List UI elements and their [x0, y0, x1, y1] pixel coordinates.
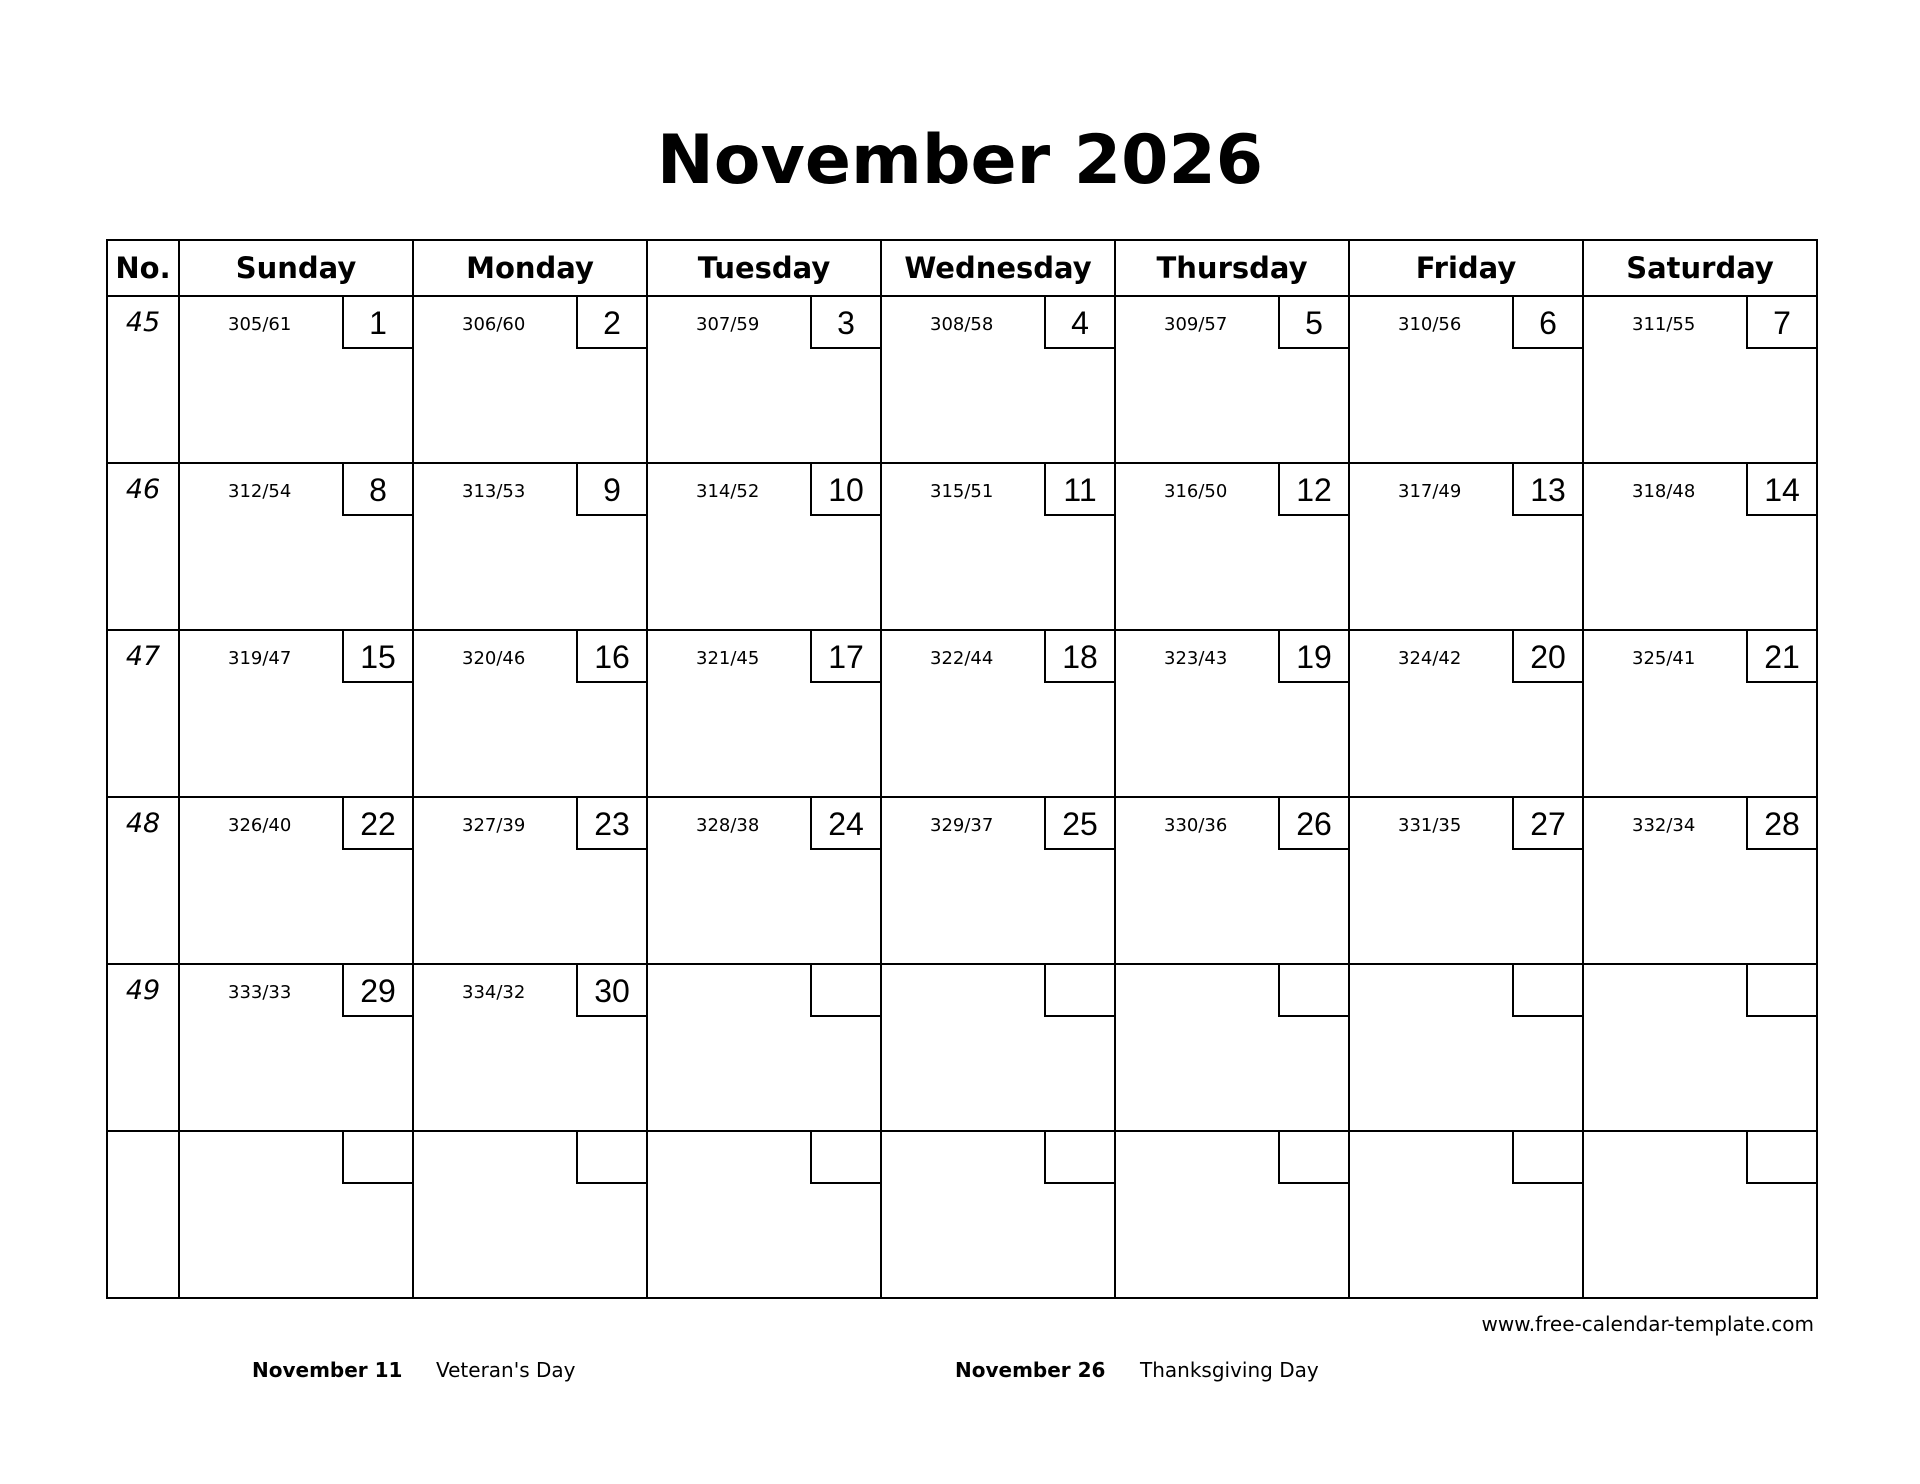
day-cell: [413, 630, 647, 797]
day-number: 9: [576, 464, 646, 516]
day-number: [1044, 1132, 1114, 1184]
week-number: 46: [125, 474, 161, 505]
day-number: [576, 1132, 646, 1184]
day-number: 20: [1512, 631, 1582, 683]
day-cell: [1583, 797, 1817, 964]
week-number: 49: [125, 975, 161, 1006]
day-number: 10: [810, 464, 880, 516]
day-cell: [1349, 797, 1583, 964]
week-number: 45: [125, 307, 161, 338]
day-of-year-label: 332/34: [1632, 815, 1696, 836]
day-of-year-label: 324/42: [1398, 648, 1462, 669]
day-number: [1278, 965, 1348, 1017]
day-cell: [881, 797, 1115, 964]
day-cell: [179, 1131, 413, 1298]
week-number-cell: [107, 964, 179, 1131]
calendar-grid: [106, 239, 1818, 1299]
day-of-year-label: 309/57: [1164, 314, 1228, 335]
day-number: 15: [342, 631, 412, 683]
day-number: 18: [1044, 631, 1114, 683]
day-number: 4: [1044, 297, 1114, 349]
day-of-year-label: 315/51: [930, 481, 994, 502]
day-number: 6: [1512, 297, 1582, 349]
day-of-year-label: 316/50: [1164, 481, 1228, 502]
day-of-year-label: 317/49: [1398, 481, 1462, 502]
day-cell: [179, 296, 413, 463]
day-cell: [881, 463, 1115, 630]
day-cell: [179, 797, 413, 964]
day-number: 3: [810, 297, 880, 349]
day-of-year-label: 308/58: [930, 314, 994, 335]
week-number-cell: [107, 1131, 179, 1298]
week-row: [107, 1131, 1817, 1298]
day-number: 7: [1746, 297, 1816, 349]
holiday-name: Veteran's Day: [436, 1358, 576, 1382]
day-cell: [881, 1131, 1115, 1298]
week-number: 47: [125, 641, 161, 672]
day-cell: [647, 797, 881, 964]
day-of-year-label: 311/55: [1632, 314, 1696, 335]
day-number: 1: [342, 297, 412, 349]
week-row: [107, 463, 1817, 630]
header-wednesday: Wednesday: [881, 240, 1115, 296]
day-number: [1746, 965, 1816, 1017]
day-number: 13: [1512, 464, 1582, 516]
day-number: [1044, 965, 1114, 1017]
day-cell: [1115, 797, 1349, 964]
day-cell: [1583, 964, 1817, 1131]
day-cell: [179, 630, 413, 797]
day-cell: [1349, 463, 1583, 630]
week-number-cell: [107, 296, 179, 463]
day-number: [1512, 965, 1582, 1017]
day-number: [1746, 1132, 1816, 1184]
day-cell: [1349, 964, 1583, 1131]
day-cell: [1115, 630, 1349, 797]
day-cell: [1583, 463, 1817, 630]
day-of-year-label: 307/59: [696, 314, 760, 335]
day-of-year-label: 333/33: [228, 982, 292, 1003]
day-cell: [179, 463, 413, 630]
day-number: 21: [1746, 631, 1816, 683]
day-cell: [1349, 1131, 1583, 1298]
day-number: 8: [342, 464, 412, 516]
week-number-cell: [107, 630, 179, 797]
day-cell: [413, 964, 647, 1131]
week-row: [107, 964, 1817, 1131]
day-number: 16: [576, 631, 646, 683]
day-number: 11: [1044, 464, 1114, 516]
day-number: 27: [1512, 798, 1582, 850]
day-number: 24: [810, 798, 880, 850]
day-number: 2: [576, 297, 646, 349]
day-of-year-label: 325/41: [1632, 648, 1696, 669]
day-cell: [1349, 296, 1583, 463]
holiday-date: November 26: [955, 1358, 1106, 1382]
day-number: 22: [342, 798, 412, 850]
day-of-year-label: 320/46: [462, 648, 526, 669]
day-number: 26: [1278, 798, 1348, 850]
day-number: 30: [576, 965, 646, 1017]
day-of-year-label: 334/32: [462, 982, 526, 1003]
week-row: [107, 797, 1817, 964]
day-number: [810, 965, 880, 1017]
day-cell: [647, 630, 881, 797]
day-cell: [413, 797, 647, 964]
day-of-year-label: 313/53: [462, 481, 526, 502]
day-of-year-label: 306/60: [462, 314, 526, 335]
calendar-title: November 2026: [656, 121, 1264, 200]
website-link[interactable]: www.free-calendar-template.com: [1481, 1312, 1814, 1336]
day-cell: [413, 463, 647, 630]
day-cell: [647, 463, 881, 630]
header-tuesday: Tuesday: [647, 240, 881, 296]
day-cell: [1115, 296, 1349, 463]
day-cell: [1115, 1131, 1349, 1298]
header-week-number: No.: [107, 240, 179, 296]
day-number: [342, 1132, 412, 1184]
day-cell: [1115, 964, 1349, 1131]
week-number-cell: [107, 797, 179, 964]
day-number: 12: [1278, 464, 1348, 516]
day-cell: [413, 296, 647, 463]
day-number: [1512, 1132, 1582, 1184]
header-friday: Friday: [1349, 240, 1583, 296]
day-number: [810, 1132, 880, 1184]
day-number: 28: [1746, 798, 1816, 850]
day-of-year-label: 321/45: [696, 648, 760, 669]
day-of-year-label: 329/37: [930, 815, 994, 836]
day-cell: [1115, 463, 1349, 630]
week-number: 48: [125, 808, 161, 839]
week-number-cell: [107, 463, 179, 630]
header-row: [107, 240, 1817, 296]
day-cell: [647, 296, 881, 463]
day-cell: [881, 630, 1115, 797]
day-of-year-label: 318/48: [1632, 481, 1696, 502]
header-monday: Monday: [413, 240, 647, 296]
header-sunday: Sunday: [179, 240, 413, 296]
day-cell: [1349, 630, 1583, 797]
holiday-date: November 11: [252, 1358, 403, 1382]
day-of-year-label: 312/54: [228, 481, 292, 502]
day-of-year-label: 330/36: [1164, 815, 1228, 836]
day-of-year-label: 305/61: [228, 314, 292, 335]
day-of-year-label: 331/35: [1398, 815, 1462, 836]
day-of-year-label: 314/52: [696, 481, 760, 502]
day-number: 29: [342, 965, 412, 1017]
week-row: [107, 630, 1817, 797]
day-cell: [1583, 630, 1817, 797]
day-of-year-label: 323/43: [1164, 648, 1228, 669]
day-of-year-label: 326/40: [228, 815, 292, 836]
day-of-year-label: 319/47: [228, 648, 292, 669]
day-cell: [881, 296, 1115, 463]
header-thursday: Thursday: [1115, 240, 1349, 296]
day-cell: [413, 1131, 647, 1298]
day-number: 5: [1278, 297, 1348, 349]
day-of-year-label: 328/38: [696, 815, 760, 836]
week-row: [107, 296, 1817, 463]
holiday-name: Thanksgiving Day: [1140, 1358, 1319, 1382]
day-cell: [1583, 1131, 1817, 1298]
day-of-year-label: 322/44: [930, 648, 994, 669]
day-number: 14: [1746, 464, 1816, 516]
day-number: 17: [810, 631, 880, 683]
day-of-year-label: 327/39: [462, 815, 526, 836]
day-cell: [647, 1131, 881, 1298]
day-number: [1278, 1132, 1348, 1184]
day-number: 23: [576, 798, 646, 850]
day-number: 19: [1278, 631, 1348, 683]
day-of-year-label: 310/56: [1398, 314, 1462, 335]
header-saturday: Saturday: [1583, 240, 1817, 296]
day-cell: [647, 964, 881, 1131]
day-cell: [1583, 296, 1817, 463]
day-cell: [881, 964, 1115, 1131]
day-cell: [179, 964, 413, 1131]
day-number: 25: [1044, 798, 1114, 850]
calendar-body: [107, 296, 1817, 1298]
